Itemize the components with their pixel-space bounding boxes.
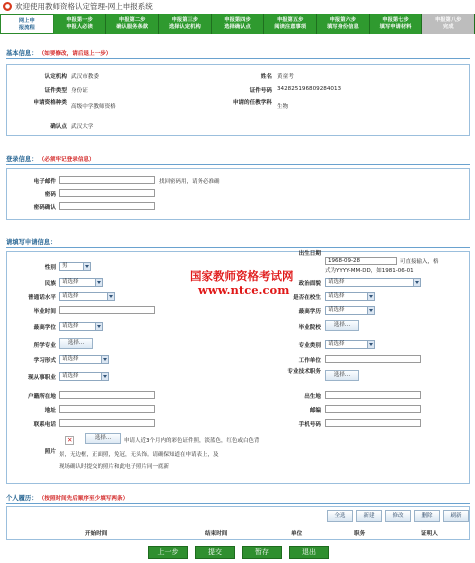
chevron-down-icon [367,293,374,300]
step-tab-label: 完成 [442,24,454,30]
broken-image-icon [65,436,74,445]
step-tab-label: 阅读注意事项 [274,24,307,30]
step-tab-label: 申报人必读 [66,24,93,30]
nation-label: 民族 [44,281,56,287]
occupation-value: 请选择 [62,373,79,379]
step-progress-bar [0,14,475,34]
photo-hint-2: 景，无边框，正面照，免冠，无头饰。请确保知道在申请表上，及 [59,452,219,458]
step-tab-label: 确认服务条款 [116,24,149,30]
chevron-down-icon [107,293,114,300]
chevron-down-icon [367,341,374,348]
password-confirm-label: 密码确认 [33,205,56,211]
resume-header [6,493,471,503]
step-tab-label: 申报第六步 [329,17,357,23]
address-input[interactable] [59,405,155,413]
step-tab-label: 申报第七步 [382,17,409,23]
login-info-note: （必须牢记登录信息） [41,157,95,163]
step-tab-label: 填写身份信息 [326,24,359,30]
highdeg-label: 最高学位 [33,325,56,331]
step-tab-label: 报流程 [18,25,35,31]
hukou-input[interactable] [59,391,155,399]
resume-note: （按照时间先后顺序至少填写两条） [41,496,129,502]
occupation-select[interactable] [59,372,109,381]
politics-value: 请选择 [328,279,345,285]
home-icon: ● [4,3,11,10]
column-position[interactable]: 职务 [354,531,366,537]
select-all-button[interactable]: 全选 [327,510,353,522]
birth-hint-2: 式为YYYY-MM-DD，如1981-06-01 [325,268,414,274]
basic-info-header [6,48,471,58]
resume-panel [6,506,470,540]
window-title: 欢迎使用教师资格认定管理-网上申报系统 [15,2,153,11]
major-select-button[interactable]: 选择... [59,338,93,349]
subject-value: 生物 [277,104,289,110]
jobtype-label: 专业类别 [298,343,321,349]
gender-value: 男 [62,263,68,269]
jobtype-select[interactable] [325,340,375,349]
edit-button[interactable]: 修改 [385,510,411,522]
step-tab-label: 申报第二步 [118,17,146,23]
divider [6,164,470,165]
phone-input[interactable] [59,419,155,427]
chevron-down-icon [413,279,420,286]
login-info-title: 登录信息： [6,156,38,163]
step-tab-label: 申报第八步 [434,17,462,23]
politics-select[interactable] [325,278,421,287]
save-draft-button[interactable]: 暂存 [242,546,282,559]
birth-input[interactable]: 1968-09-28 [325,257,397,265]
divider [6,247,470,248]
address-label: 地址 [44,408,56,414]
watermark-url: www.ntce.com [198,283,290,297]
step-tab-label: 申报第三步 [171,17,199,23]
org-value: 武汉市教委 [71,74,99,80]
divider [6,503,470,504]
school-select-button[interactable]: 选择... [325,320,359,331]
mandarin-select[interactable] [59,292,115,301]
studyform-label: 学习形式 [33,358,56,364]
submit-button[interactable]: 提交 [195,546,235,559]
idtype-value: 身份证 [71,88,88,94]
highdeg-value: 请选择 [62,323,79,329]
student-label: 是否在校生 [293,295,321,301]
basic-info-panel [6,64,470,136]
photo-hint-1: 申请人近3个月内的彩色证件照，淡蓝色，红色或白色背 [124,438,260,444]
mobile-input[interactable] [325,419,421,427]
login-info-header [6,154,471,164]
hukou-label: 户籍所在地 [28,394,56,400]
cert-value: 高级中学教师资格 [71,104,116,110]
title-bar [0,0,475,13]
nation-value: 请选择 [62,279,79,285]
org-label: 认定机构 [44,74,67,80]
step-tab-0[interactable] [0,14,54,34]
idno-value: 342825196809284013 [277,86,342,92]
degree-value: 请选择 [328,307,345,313]
step-tab-label: 申报第四步 [224,17,251,23]
step-tab-3[interactable] [159,14,212,34]
birth-hint-1: 可直接输入，格 [400,259,439,265]
protitle-label: 专业技术职务 [287,369,321,375]
chevron-down-icon [95,323,102,330]
password-label: 密码 [44,192,56,198]
delete-button[interactable]: 删除 [414,510,440,522]
chevron-down-icon [83,263,90,270]
gradtime-label: 毕业时间 [33,309,56,315]
step-tab-4[interactable] [212,14,265,34]
basic-info-note: （如要修改，请后退上一步） [41,51,112,57]
student-select[interactable] [325,292,375,301]
mandarin-value: 请选择 [62,293,79,299]
chevron-down-icon [101,373,108,380]
name-value: 黄童考 [277,74,294,80]
degree-select[interactable] [325,306,375,315]
column-end-time[interactable]: 结束时间 [205,531,228,537]
column-unit[interactable]: 单位 [291,531,303,537]
step-tab-7[interactable] [370,14,423,34]
refresh-button[interactable]: 刷新 [443,510,469,522]
photo-label: 照片 [44,449,56,455]
password-input[interactable] [59,189,155,197]
phone-label: 联系电话 [33,422,56,428]
divider [6,58,470,59]
step-tab-label: 选择确认点 [224,24,251,30]
email-label: 电子邮件 [33,179,56,185]
subject-label: 申请的任教学科 [232,100,272,106]
site-label: 确认点 [50,124,67,130]
degree-label: 最高学历 [298,309,321,315]
gradtime-input[interactable] [59,306,155,314]
login-info-panel [6,168,470,220]
step-tab-1[interactable] [54,14,107,34]
column-witness[interactable]: 证明人 [421,531,438,537]
student-value: 请选择 [328,293,345,299]
idtype-label: 证件类型 [44,88,67,94]
studyform-value: 请选择 [62,356,79,362]
zip-label: 邮编 [309,408,321,414]
studyform-select[interactable] [59,355,109,364]
photo-hint-3: 现场确认时提交的照片和此电子照片同一底新 [59,464,170,470]
step-tab-2[interactable] [106,14,159,34]
password-confirm-input[interactable] [59,202,155,210]
cert-label: 申请资格种类 [33,100,67,106]
step-tab-label: 申报第五步 [276,17,304,23]
step-tab-label: 填写申请材料 [379,24,412,30]
resume-title: 个人履历： [6,495,38,502]
step-tab-label: 选择认定机构 [168,24,201,30]
name-label: 姓名 [260,74,272,80]
major-label: 所学专业 [33,343,56,349]
apply-info-title: 请填写申请信息： [6,239,57,246]
new-button[interactable]: 新建 [356,510,382,522]
zip-input[interactable] [325,405,421,413]
work-label: 工作单位 [298,358,321,364]
nation-select[interactable] [59,278,103,287]
gender-label: 性别 [44,265,56,271]
apply-info-header [6,237,471,247]
step-tab-label: 申报第一步 [66,17,93,23]
birthplace-input[interactable] [325,391,421,399]
step-tab-6[interactable] [317,14,370,34]
gender-select[interactable] [59,262,91,271]
birthplace-label: 出生地 [304,394,321,400]
work-input[interactable] [325,355,421,363]
prev-step-button[interactable]: 上一步 [148,546,188,559]
school-label: 毕业院校 [298,325,321,331]
site-value: 武汉大学 [71,124,94,130]
occupation-label: 现从事职业 [28,375,56,381]
photo-select-button[interactable]: 选择... [85,433,121,444]
email-hint: 找回密码用，请务必准确 [159,179,220,185]
step-tab-label: 网上申 [18,18,35,24]
column-start-time[interactable]: 开始时间 [85,531,108,537]
mandarin-label: 普通话水平 [28,295,56,301]
mobile-label: 手机号码 [298,422,321,428]
jobtype-value: 请选择 [328,341,345,347]
exit-button[interactable]: 退出 [289,546,329,559]
protitle-select-button[interactable]: 选择... [325,370,359,381]
basic-info-title: 基本信息： [6,50,38,57]
chevron-down-icon [95,279,102,286]
highdeg-select[interactable] [59,322,103,331]
step-tab-5[interactable] [264,14,317,34]
chevron-down-icon [101,356,108,363]
chevron-down-icon [367,307,374,314]
watermark-text: 国家教师资格考试网 [190,269,294,283]
step-tab-8[interactable] [422,14,475,34]
birth-label: 出生日期 [298,251,321,257]
idno-label: 证件号码 [249,88,272,94]
email-input[interactable] [59,176,155,184]
politics-label: 政治面貌 [298,281,321,287]
